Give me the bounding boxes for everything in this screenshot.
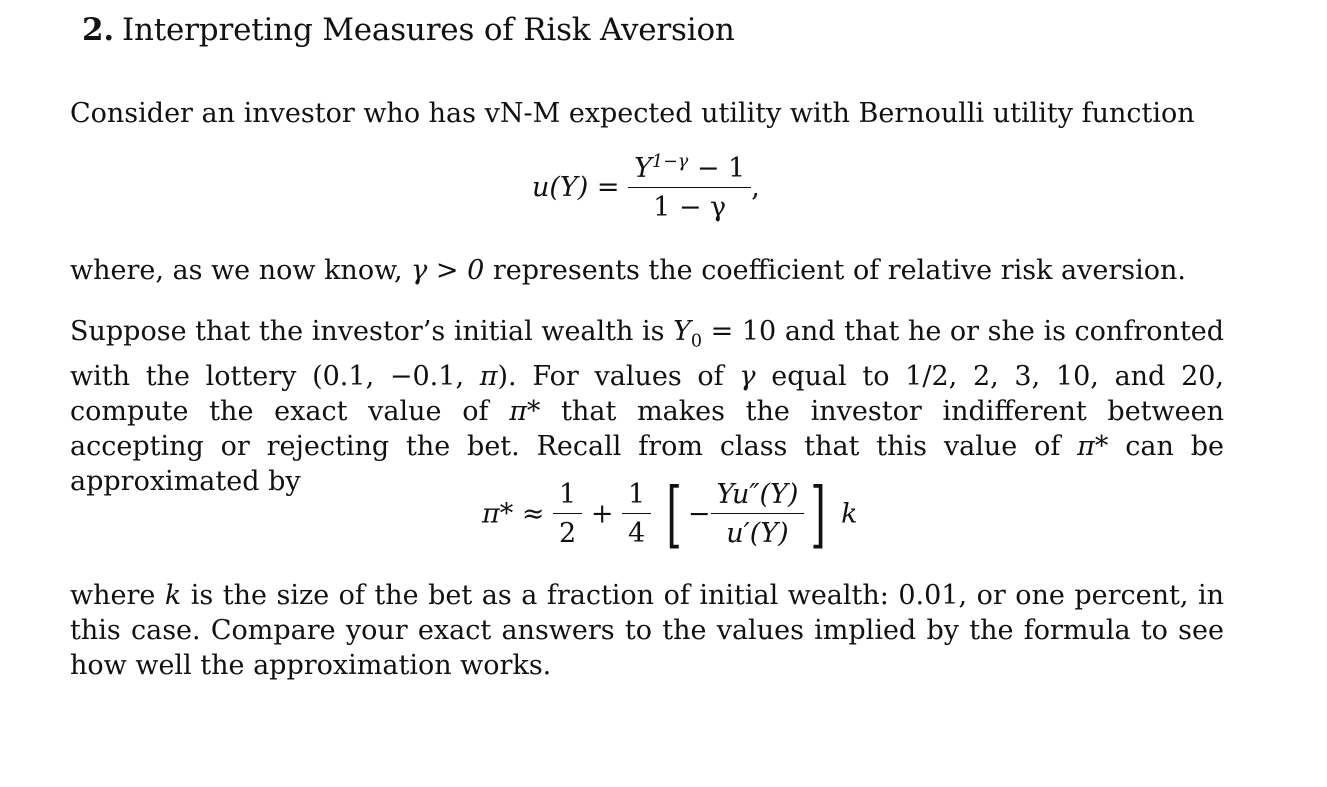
right-bracket: ]	[810, 472, 827, 556]
eq2-arrow-pratt: $\frac{Yu''(Y)}{u'(Y)}$	[711, 479, 805, 549]
eq2-quarter: $\frac{1}{4}$	[622, 479, 651, 549]
eq2-lhs: π* ≈	[482, 498, 545, 530]
eq1-denominator: 1 − γ	[653, 192, 727, 223]
eq1-fraction	[628, 152, 751, 223]
paragraph-gamma: where, as we now know, γ > 0 represents the coefficient of relative risk aversion.	[70, 255, 1186, 286]
eq2-half: $\frac{1}{2}$	[553, 479, 582, 549]
utility-equation	[532, 152, 760, 223]
paragraph-closing: where k is the size of the bet as a fraction of initial wealth: 0.01, or one percent, in this case. Compare your exact answers to the values implied by the formula to see how well the approximation works.	[70, 580, 1224, 681]
section-heading	[82, 12, 735, 48]
paragraph-problem: Suppose that the investor’s initial wealth is $Y_0 = 10$ and that he or she is confronted with the lottery (0.1, −0.1, π). For values of γ equal to 1/2, 2, 3, 10, and 20, compute the exact value of π* that makes the investor indifferent between accepting or rejecting the bet. Recall from class that this value of π* can be approximated by	[70, 316, 1225, 498]
eq2-k: k	[841, 498, 858, 530]
section-title: Interpreting Measures of Risk Aversion	[121, 12, 735, 48]
eq1-comma: ,	[751, 172, 760, 203]
eq1-numerator: $Y^{1-\gamma} - 1$	[628, 152, 751, 188]
gamma-inequality: γ > 0	[411, 255, 485, 286]
approximation-equation: π* ≈ $\frac{1}{2}$ + $\frac{1}{4}$ [ − $\frac{Yu''(Y)}{u'(Y)}$ ] k	[482, 472, 858, 556]
eq1-lhs: u(Y) =	[532, 172, 620, 203]
left-bracket: [	[666, 472, 682, 556]
section-number: 2.	[82, 12, 114, 48]
paragraph-intro: Consider an investor who has vN-M expected utility with Bernoulli utility function	[70, 98, 1195, 129]
